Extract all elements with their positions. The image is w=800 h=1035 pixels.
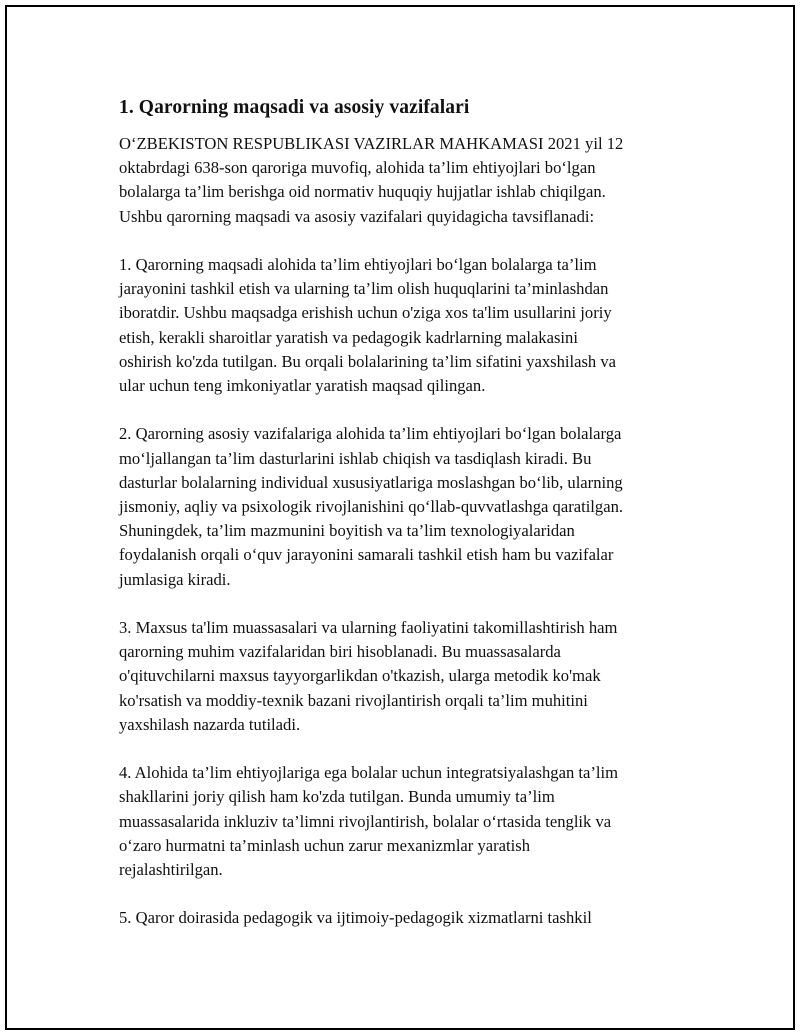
paragraph-4: 4. Alohida ta’lim ehtiyojlariga ega bolalar uchun integratsiyalashgan ta’lim shakllarini joriy qilish ham ko'zda tutilgan. Bunda umumiy ta’lim muassasalarida inkluziv ta’limni rivojlantirish, bolalar o‘rtasida tenglik va o‘zaro hurmatni ta’minlash uchun zarur mexanizmlar yaratish rejalashtirilgan. (119, 763, 619, 880)
paragraph-2: 2. Qarorning asosiy vazifalariga alohida ta’lim ehtiyojlari bo‘lgan bolalarga mo‘ljallangan ta’lim dasturlarini ishlab chiqish va tasdiqlash kiradi. Bu dasturlar bolalarning individual xususiyatlariga moslashgan bo‘lib, ularning jismoniy, aqliy va psixologik rivojlanishini qo‘llab-quvvatlashga qaratilgan. Shuningdek, ta’lim mazmunini boyitish va ta’lim texnologiyalaridan foydalanish orqali o‘quv jarayonini samarali tashkil etish ham bu vazifalar jumlasiga kiradi. (119, 424, 624, 589)
document-content (119, 95, 694, 955)
section-heading: 1. Qarorning maqsadi va asosiy vazifalari (119, 97, 470, 118)
paragraph-5: 5. Qaror doirasida pedagogik va ijtimoiy-pedagogik xizmatlarni tashkil (119, 908, 592, 928)
paragraph-3: 3. Maxsus ta'lim muassasalari va ularning faoliyatini takomillashtirish ham qarorning muhim vazifalaridan biri hisoblanadi. Bu muassasalarda o'qituvchilarni maxsus tayyorgarlikdan o'tkazish, ularga metodik ko'mak ko'rsatish va moddiy-texnik bazani rivojlantirish orqali ta’lim muhitini yaxshilash nazarda tutiladi. (119, 618, 618, 734)
paragraph-1: 1. Qarorning maqsadi alohida ta’lim ehtiyojlari bo‘lgan bolalarga ta’lim jarayonini tashkil etish va ularning ta’lim olish huquqlarini ta’minlashdan iboratdir. Ushbu maqsadga erishish uchun o'ziga xos ta'lim usullarini joriy etish, kerakli sharoitlar yaratish va pedagogik kadrlarning malakasini oshirish ko'zda tutilgan. Bu orqali bolalarining ta’lim sifatini yaxshilash va ular uchun teng imkoniyatlar yaratish maqsad qilingan. (119, 255, 617, 396)
document-page (5, 5, 795, 1030)
intro-paragraph: O‘ZBEKISTON RESPUBLIKASI VAZIRLAR MAHKAMASI 2021 yil 12 oktabrdagi 638-son qaroriga muvofiq, alohida ta’lim ehtiyojlari bo‘lgan bolalarga ta’lim berishga oid normativ huquqiy hujjatlar ishlab chiqilgan. Ushbu qarorning maqsadi va asosiy vazifalari quyidagicha tavsiflanadi: (119, 134, 624, 226)
